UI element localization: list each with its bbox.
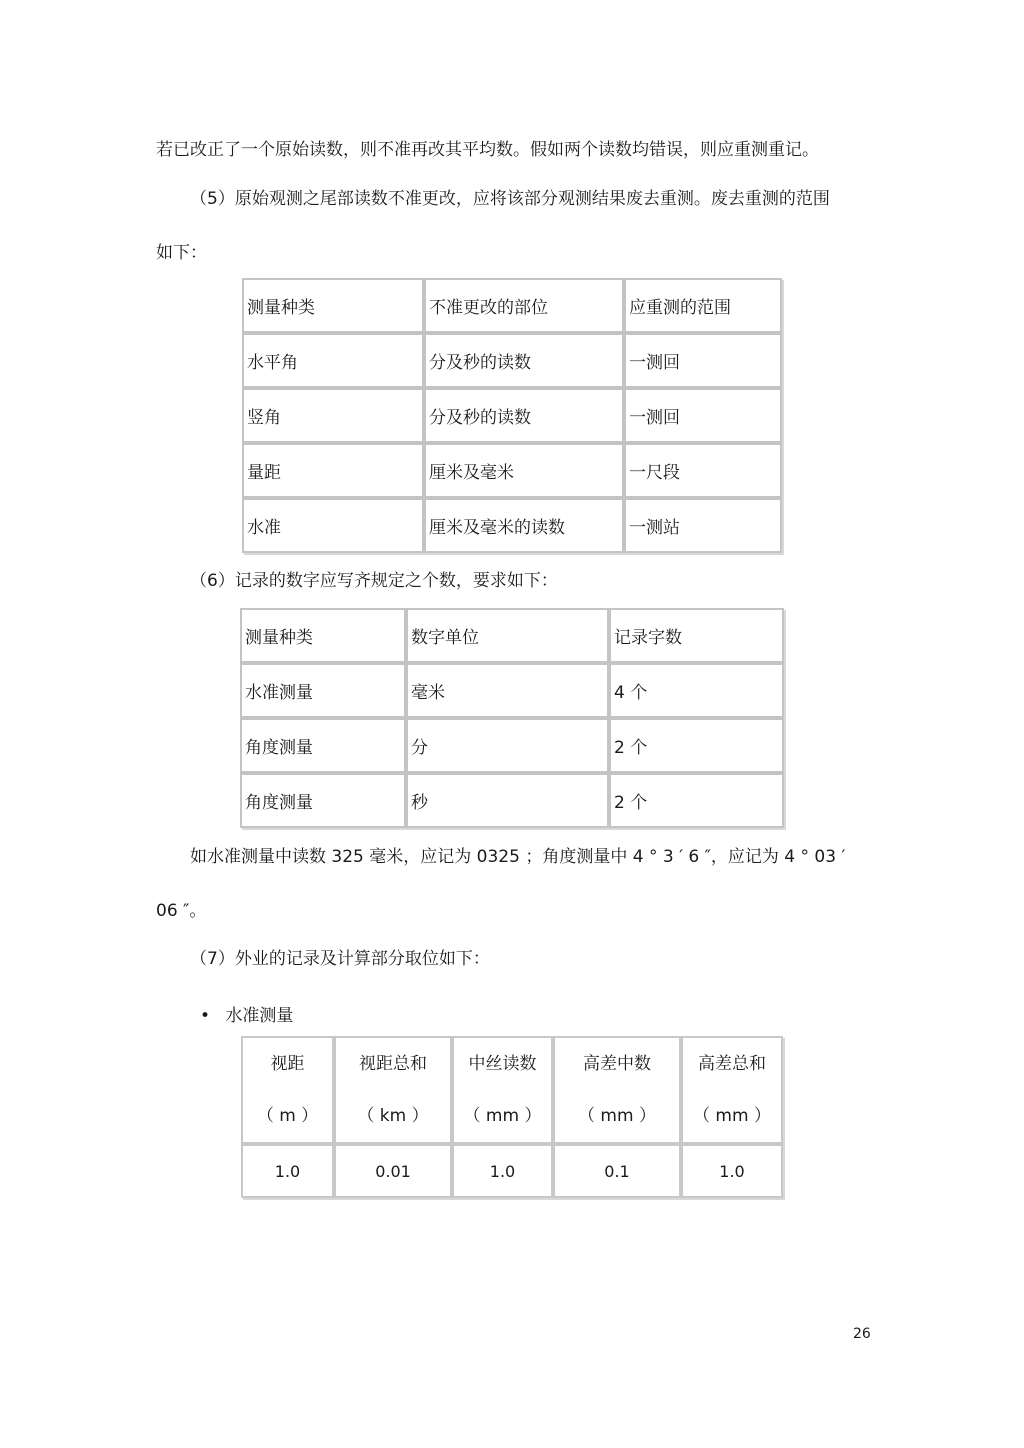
table-header-cell — [452, 1036, 553, 1144]
table-header-cell: 应重测的范围 — [624, 278, 782, 333]
table-header-cell — [241, 1036, 334, 1144]
column-unit: （ mm ） — [463, 1106, 542, 1126]
table-header-cell: 不准更改的部位 — [424, 278, 624, 333]
table-header-cell: 记录字数 — [609, 608, 784, 663]
table-cell: 竖角 — [242, 388, 424, 443]
column-unit: （ m ） — [256, 1106, 319, 1126]
table-cell: 角度测量 — [240, 718, 406, 773]
table-cell: 一测回 — [624, 333, 782, 388]
table-row — [241, 1144, 783, 1198]
column-unit: （ mm ） — [693, 1106, 771, 1126]
table-row — [240, 663, 784, 718]
column-name: 高差总和 — [698, 1054, 766, 1074]
table-header-row — [240, 608, 784, 663]
table-cell: 2 个 — [609, 773, 784, 828]
page-number: 26 — [853, 1326, 871, 1342]
table-cell: 分及秒的读数 — [424, 333, 624, 388]
table-digit-count — [240, 608, 784, 828]
table-header-row — [241, 1036, 783, 1144]
table-cell: 分及秒的读数 — [424, 388, 624, 443]
table-rescan-range — [242, 278, 782, 553]
table-cell: 秒 — [406, 773, 609, 828]
table-header-cell: 数字单位 — [406, 608, 609, 663]
table-header-cell — [681, 1036, 783, 1144]
table-cell: 量距 — [242, 443, 424, 498]
table-cell: 角度测量 — [240, 773, 406, 828]
table-cell: 0.1 — [553, 1144, 681, 1198]
bullet-dot-icon: • — [200, 1006, 211, 1026]
paragraph-2-line-1: （5）原始观测之尾部读数不准更改，应将该部分观测结果废去重测。废去重测的范围 — [190, 189, 830, 209]
table-cell: 水准 — [242, 498, 424, 553]
table-cell: 4 个 — [609, 663, 784, 718]
table-cell: 一测站 — [624, 498, 782, 553]
bullet-item — [200, 1001, 293, 1026]
column-name: 视距总和 — [359, 1054, 427, 1074]
paragraph-2-line-2: 如下： — [156, 243, 207, 263]
table-cell: 2 个 — [609, 718, 784, 773]
table-row — [240, 773, 784, 828]
table-cell: 一测回 — [624, 388, 782, 443]
table-field-precision — [241, 1036, 783, 1198]
column-unit: （ km ） — [357, 1106, 429, 1126]
table-row — [242, 498, 782, 553]
paragraph-1: 若已改正了一个原始读数，则不准再改其平均数。假如两个读数均错误，则应重测重记。 — [156, 140, 819, 160]
table-row — [242, 333, 782, 388]
table-row — [242, 443, 782, 498]
table-header-cell — [334, 1036, 452, 1144]
table-cell: 1.0 — [681, 1144, 783, 1198]
table-cell: 1.0 — [452, 1144, 553, 1198]
table-cell: 厘米及毫米的读数 — [424, 498, 624, 553]
table-row — [242, 388, 782, 443]
column-name: 视距 — [270, 1054, 305, 1074]
table-header-cell: 测量种类 — [242, 278, 424, 333]
table-row — [240, 718, 784, 773]
table-cell: 1.0 — [241, 1144, 334, 1198]
table-header-cell — [553, 1036, 681, 1144]
column-name: 高差中数 — [583, 1054, 651, 1074]
column-unit: （ mm ） — [578, 1106, 656, 1126]
paragraph-3: （6）记录的数字应写齐规定之个数，要求如下： — [190, 571, 558, 591]
table-header-row — [242, 278, 782, 333]
bullet-text: 水准测量 — [225, 1006, 294, 1026]
table-cell: 水准测量 — [240, 663, 406, 718]
table-cell: 水平角 — [242, 333, 424, 388]
table-cell: 0.01 — [334, 1144, 452, 1198]
table-cell: 分 — [406, 718, 609, 773]
paragraph-4-line-1: 如水准测量中读数 325 毫米，应记为 0325 ；角度测量中 4 ° 3 ′ 6 ″，应记为 4 ° 03 ′ — [190, 847, 846, 867]
paragraph-5: （7）外业的记录及计算部分取位如下： — [190, 949, 490, 969]
table-header-cell: 测量种类 — [240, 608, 406, 663]
table-cell: 厘米及毫米 — [424, 443, 624, 498]
table-cell: 毫米 — [406, 663, 609, 718]
table-cell: 一尺段 — [624, 443, 782, 498]
column-name: 中丝读数 — [468, 1054, 537, 1074]
paragraph-4-line-2: 06 ″。 — [156, 901, 207, 921]
